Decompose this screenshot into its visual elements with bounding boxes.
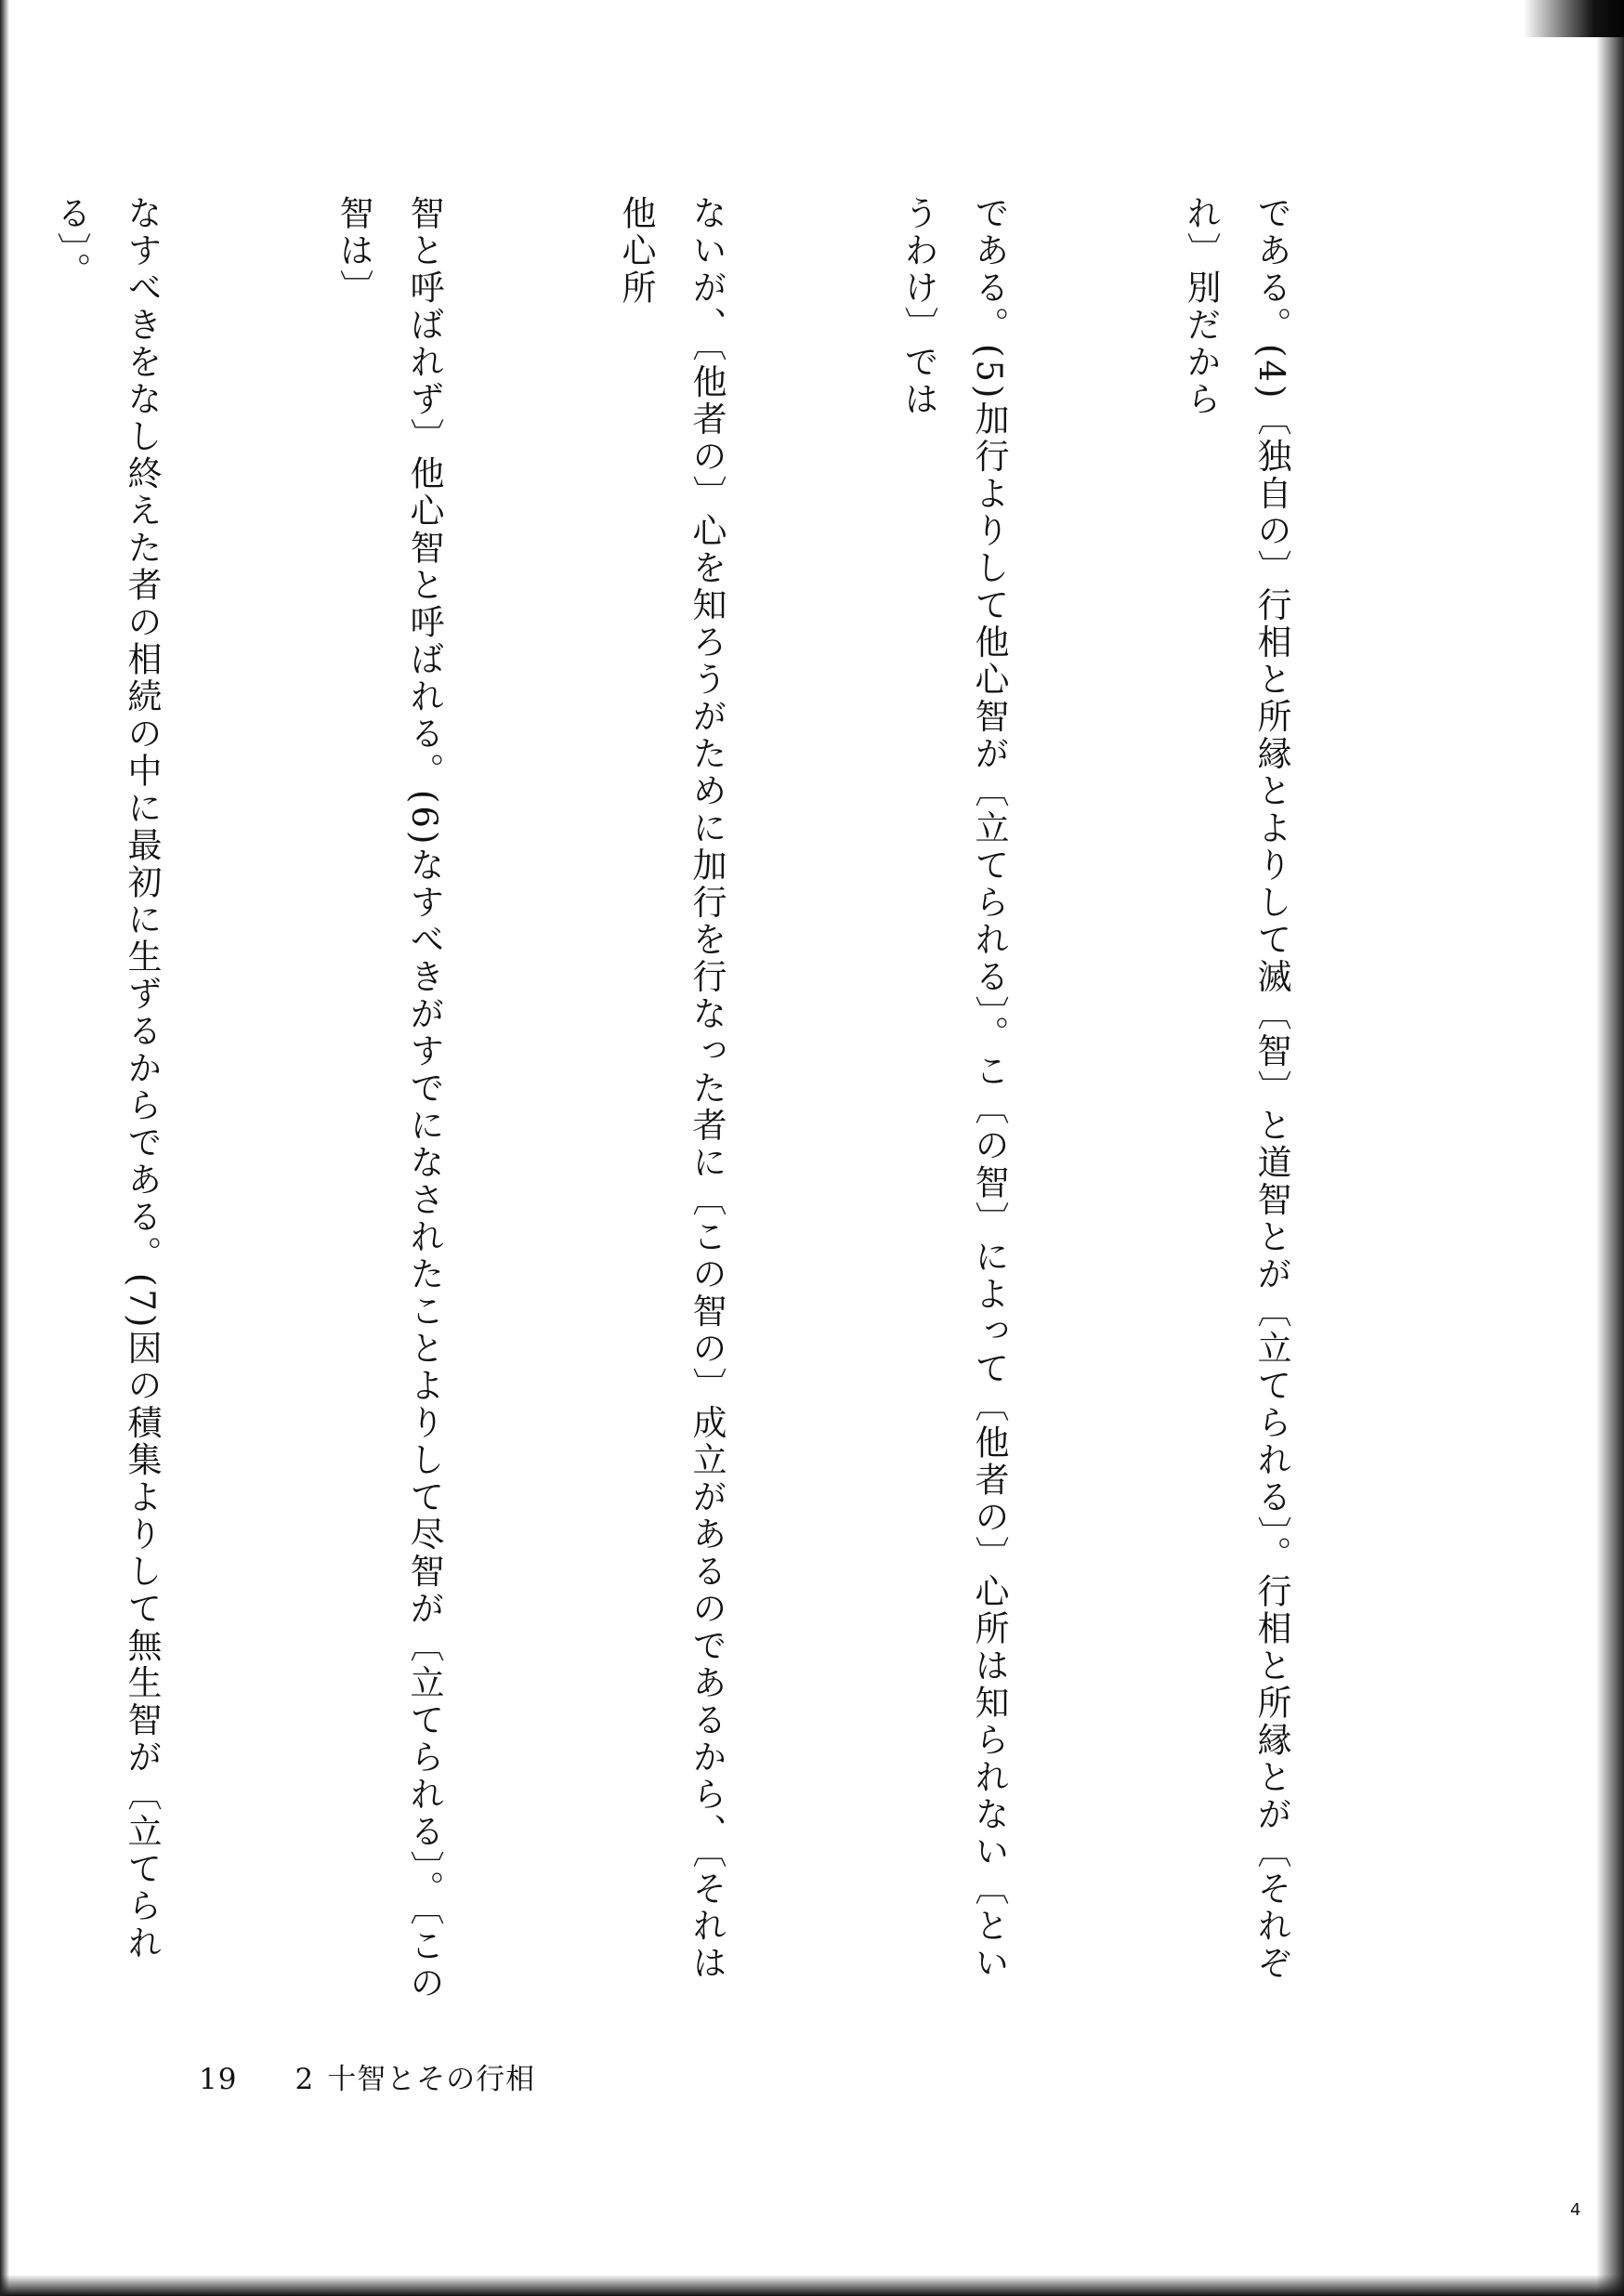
chapter-title: 十智とその行相: [327, 2063, 536, 2096]
text-line: ないが、〔他者の〕心を知ろうがために加行を行なった者に〔この智の〕成立があるのであるから、〔それは他心所: [616, 195, 727, 1982]
corner-mark: 4: [1570, 2200, 1581, 2220]
scan-edge-right: [1596, 0, 1624, 2296]
page-number: 19: [199, 2063, 238, 2096]
text-line: なすべきをなし終えた者の相続の中に最初に生ずるからである。(7)因の積集よりして無生智が〔立てられる〕。: [51, 195, 162, 1962]
text-line: である。(4)〔独自の〕行相と所縁とよりして滅〔智〕と道智とが〔立てられる〕。行相と所縁とが〔それぞれ〕別だから: [1181, 195, 1291, 1982]
vertical-text-block: [0, 195, 1447, 2016]
scan-edge-bottom: [0, 2275, 1624, 2296]
chapter-number: 2: [295, 2063, 315, 2096]
text-line: である。(5)加行よりして他心智が〔立てられる〕。こ〔の智〕によって〔他者の〕心所は知られない〔というわけ〕では: [898, 195, 1009, 1982]
page-footer: [199, 2055, 535, 2097]
text-line: 智と呼ばれず〕他心智と呼ばれる。(6)なすべきがすでになされたことよりして尽智が〔立てられる〕。〔この智は〕: [334, 195, 444, 2002]
